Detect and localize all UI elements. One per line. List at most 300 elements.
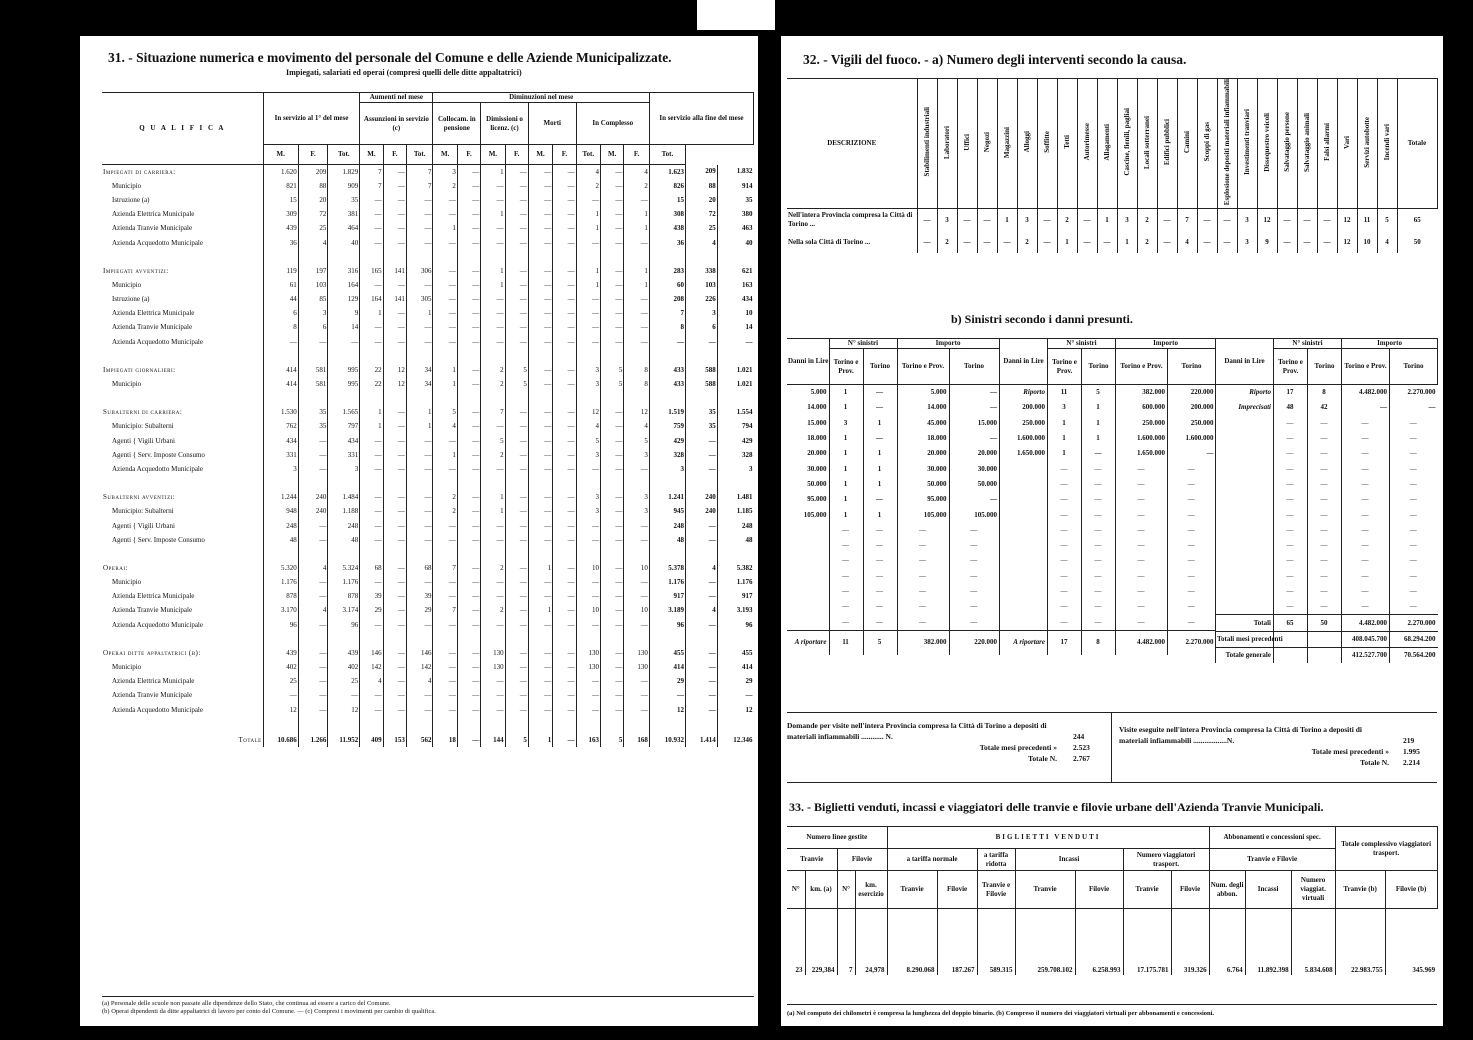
qualifica-cell: Azienda Tranvie Municipale (112, 606, 193, 615)
value-cell: 10.932 (649, 733, 685, 747)
value-cell: — (601, 604, 624, 618)
value-cell: 9 (328, 307, 360, 321)
value-cell: 250.000 (1168, 416, 1216, 431)
value-cell: 402 (328, 660, 360, 674)
value-cell: — (383, 307, 406, 321)
value-cell: 1.530 (263, 406, 298, 420)
b3-header-danni: Danni in Lire (1216, 339, 1274, 385)
value-cell: — (949, 385, 999, 401)
value-cell: 316 (328, 264, 360, 278)
value-cell: — (505, 448, 528, 462)
value-cell: — (685, 689, 717, 703)
value-cell: — (685, 675, 717, 689)
value-cell: — (383, 703, 406, 717)
table-row (102, 632, 754, 646)
value-cell: — (553, 576, 576, 590)
value-cell: 382.000 (1116, 385, 1168, 401)
riporto-cell: 4.482.000 (1116, 630, 1168, 655)
value-cell: 5.320 (263, 561, 298, 575)
value-cell: 1.244 (263, 491, 298, 505)
total-cell: 408.045.700 (1342, 631, 1390, 647)
value-cell: — (481, 179, 505, 193)
h33-tranfilo: Tranvie e Filovie (1209, 849, 1335, 871)
value-cell: — (360, 321, 383, 335)
value-cell: 39 (360, 590, 383, 604)
cause-header (957, 79, 977, 209)
value-cell: 331 (263, 448, 298, 462)
value-cell: — (457, 321, 480, 335)
value-cell: — (457, 533, 480, 547)
value-cell: 12 (1257, 209, 1277, 232)
value-cell: — (1342, 400, 1390, 415)
value-cell: 1 (829, 385, 863, 401)
header-f: F. (383, 145, 406, 165)
h33-trv3: Tranvie (1123, 871, 1171, 909)
qualifica-cell: Azienda Acquedotto Municipale (112, 337, 203, 346)
value-cell: — (505, 505, 528, 519)
value-cell: — (553, 462, 576, 476)
qualifica-cell: Impiegati giornalieri: (103, 365, 176, 374)
cause-header: Totale (1397, 79, 1437, 209)
value-cell: 4 (298, 236, 328, 250)
header-m: M. (528, 145, 552, 165)
table-row (102, 604, 754, 618)
table-row (102, 165, 754, 180)
table-32a (787, 78, 1438, 253)
total-cell: Totali (1216, 615, 1274, 631)
value-cell: 1.519 (649, 406, 685, 420)
value-cell: — (528, 703, 552, 717)
value-cell: — (528, 222, 552, 236)
header-f: F. (505, 145, 528, 165)
table-row (102, 660, 754, 674)
value-cell: — (528, 505, 552, 519)
value-cell: — (528, 363, 552, 377)
value-cell: 2 (937, 231, 957, 253)
value-cell: — (433, 321, 457, 335)
h33-tranvie: Tranvie (787, 849, 837, 871)
h33-numviag: Numero viaggiatori trasport. (1123, 849, 1209, 871)
value-cell: — (576, 675, 600, 689)
value-cell: 762 (263, 420, 298, 434)
value-cell: 2 (576, 179, 600, 193)
b1-header-tp: Torino e Prov. (829, 349, 863, 385)
value-cell: 6.258.993 (1075, 909, 1123, 976)
table-row: — — — — (1216, 431, 1438, 446)
header-m: M. (263, 145, 298, 165)
value-cell: 1 (360, 406, 383, 420)
value-cell: 1 (360, 307, 383, 321)
value-cell: 35 (328, 193, 360, 207)
value-cell: 20.000 (949, 446, 999, 461)
value-cell: 29 (717, 675, 753, 689)
table-row: — — — — (1216, 477, 1438, 492)
h33-n1: N° (787, 871, 805, 909)
description-cell: Nell'intera Provincia compresa la Città di Torino ... (788, 211, 913, 229)
total-cell: 4.482.000 (1342, 615, 1390, 631)
cause-header (1277, 79, 1297, 209)
value-cell: — (528, 646, 552, 660)
cause-header (1117, 79, 1137, 209)
h33-flv1: Filovie (937, 871, 977, 909)
table-row: — — — — (1216, 538, 1438, 553)
value-cell: — (433, 519, 457, 533)
cause-label: Magazzini (1002, 126, 1011, 158)
value-cell: 50 (1397, 231, 1437, 253)
table-row: — — — — (1216, 523, 1438, 538)
value-cell: — (553, 434, 576, 448)
value-cell: — (1297, 231, 1317, 253)
value-cell: 995 (328, 377, 360, 391)
value-cell: — (360, 491, 383, 505)
value-cell: — (553, 675, 576, 689)
value-cell: — (457, 519, 480, 533)
value-cell: 44 (263, 293, 298, 307)
value-cell: 826 (649, 179, 685, 193)
value-cell: — (298, 519, 328, 533)
qualifica-cell: Azienda Elettrica Municipale (112, 309, 195, 318)
table-row: — — — — (1000, 553, 1216, 568)
value-cell: 2 (624, 179, 650, 193)
value-cell: — (601, 278, 624, 292)
value-cell: 328 (717, 448, 753, 462)
value-cell: — (528, 689, 552, 703)
value-cell: 105.000 (803, 510, 827, 519)
value-cell: — (685, 576, 717, 590)
table-row (102, 392, 754, 406)
value-cell: — (298, 660, 328, 674)
b2-header-tp: Torino e Prov. (1048, 349, 1082, 385)
value-cell: 5 (601, 363, 624, 377)
value-cell: — (576, 335, 600, 349)
value-cell: — (457, 576, 480, 590)
value-cell: 588 (685, 377, 717, 391)
value-cell: 1 (576, 264, 600, 278)
value-cell: 119 (263, 264, 298, 278)
value-cell: 5.000 (810, 388, 827, 397)
value-cell: — (457, 179, 480, 193)
value-cell: 1 (360, 420, 383, 434)
value-cell: — (481, 420, 505, 434)
value-cell: 48 (649, 533, 685, 547)
value-cell: 1 (481, 505, 505, 519)
value-cell: 1 (624, 264, 650, 278)
value-cell: 3 (263, 462, 298, 476)
riporto-cell: 8 (1082, 630, 1116, 655)
value-cell: — (553, 363, 576, 377)
value-cell: — (553, 533, 576, 547)
value-cell: 1 (406, 307, 433, 321)
value-cell: 1.241 (649, 491, 685, 505)
value-cell: — (601, 321, 624, 335)
value-cell: — (383, 576, 406, 590)
qualifica-cell: Agenti { Serv. Imposte Consumo (112, 450, 205, 459)
value-cell: 1.623 (649, 165, 685, 180)
value-cell: — (528, 179, 552, 193)
value-cell: — (576, 321, 600, 335)
header-diminuzioni: Diminuzioni nel mese (433, 93, 649, 103)
value-cell: 3.193 (717, 604, 753, 618)
header-in-complesso: In Complesso (576, 103, 649, 145)
value-cell: 7 (406, 165, 433, 180)
header-aumenti: Aumenti nel mese (360, 93, 433, 103)
value-cell: 1 (829, 461, 863, 476)
value-cell: 3 (717, 462, 753, 476)
value-cell: — (505, 561, 528, 575)
value-cell: 103 (298, 278, 328, 292)
value-cell: 6.764 (1209, 909, 1245, 976)
value-cell: — (863, 492, 897, 507)
value-cell: 4 (685, 604, 717, 618)
value-cell: 2 (481, 363, 505, 377)
value-cell: 1 (406, 406, 433, 420)
value-cell: 153 (383, 733, 406, 747)
value-cell: — (528, 590, 552, 604)
value-cell: — (383, 434, 406, 448)
value-cell: 328 (649, 448, 685, 462)
value-cell: 22 (360, 363, 383, 377)
value-cell: — (601, 576, 624, 590)
value-cell: — (528, 434, 552, 448)
value-cell: — (601, 533, 624, 547)
qualifica-cell: Azienda Acquedotto Municipale (112, 464, 203, 473)
value-cell: — (406, 434, 433, 448)
table-row: — — — — (1216, 553, 1438, 568)
value-cell: 248 (649, 519, 685, 533)
table-row (102, 675, 754, 689)
value-cell: — (863, 400, 897, 415)
value-cell: 34 (406, 363, 433, 377)
value-cell: — (553, 420, 576, 434)
cause-header (1097, 79, 1117, 209)
value-cell: — (505, 406, 528, 420)
value-cell: — (383, 448, 406, 462)
value-cell: 25 (298, 222, 328, 236)
value-cell: 1.600.000 (1000, 431, 1048, 446)
value-cell: — (685, 590, 717, 604)
value-cell: 4 (298, 604, 328, 618)
total-cell (1308, 631, 1342, 647)
value-cell: — (383, 179, 406, 193)
value-cell: — (298, 576, 328, 590)
value-cell: 3 (624, 491, 650, 505)
value-cell: — (505, 618, 528, 632)
cause-label: Locali sotterranei (1142, 115, 1151, 169)
value-cell: 200.000 (1168, 400, 1216, 415)
value-cell: 2.270.000 (1390, 385, 1438, 401)
table-row (787, 477, 999, 492)
value-cell: 948 (263, 505, 298, 519)
value-cell: 878 (263, 590, 298, 604)
qualifica-cell: Operai: (103, 563, 128, 572)
table-row (102, 250, 754, 264)
total-cell: 65 (1274, 615, 1308, 631)
cause-label: Alloggi (1022, 131, 1031, 153)
header-tot: Tot. (328, 145, 360, 165)
value-cell: 1.176 (263, 576, 298, 590)
value-cell: — (457, 377, 480, 391)
h33-n2: N° (837, 871, 855, 909)
value-cell: — (553, 491, 576, 505)
value-cell: 240 (298, 491, 328, 505)
table-row (787, 492, 999, 507)
value-cell: — (505, 689, 528, 703)
total-cell: Totale generale (1216, 648, 1274, 664)
value-cell: — (601, 646, 624, 660)
table-row: — — — — (1000, 584, 1216, 599)
value-cell: — (528, 236, 552, 250)
b3-header-tp: Torino e Prov. (1274, 349, 1308, 385)
value-cell: — (528, 533, 552, 547)
value-cell: — (298, 618, 328, 632)
value-cell: — (457, 660, 480, 674)
value-cell: 12 (624, 406, 650, 420)
value-cell: — (406, 519, 433, 533)
value-cell: 1 (576, 222, 600, 236)
table-row (102, 179, 754, 193)
value-cell: 1.600.000 (1168, 431, 1216, 446)
value-cell: 4 (1377, 231, 1397, 253)
value-cell: 36 (649, 236, 685, 250)
value-cell: — (433, 307, 457, 321)
table-row (102, 363, 754, 377)
value-cell: — (360, 462, 383, 476)
value-cell: 439 (328, 646, 360, 660)
value-cell: — (863, 385, 897, 401)
value-cell: 4.482.000 (1342, 385, 1390, 401)
h33-biglietti: BIGLIETTI VENDUTI (887, 827, 1209, 849)
table-row: — — — — (1000, 523, 1216, 538)
table-row (102, 321, 754, 335)
value-cell: 130 (481, 660, 505, 674)
table-row (102, 561, 754, 575)
value-cell: 1.484 (328, 491, 360, 505)
value-cell: — (505, 604, 528, 618)
value-cell: — (949, 431, 999, 446)
value-cell: 30.000 (807, 464, 827, 473)
value-cell: 5.378 (649, 561, 685, 575)
value-cell: 248 (717, 519, 753, 533)
header-f: F. (457, 145, 480, 165)
value-cell: 1 (1082, 400, 1116, 415)
value-cell: 4 (576, 165, 600, 180)
value-cell: — (505, 675, 528, 689)
cause-label: Servizi autobotte (1362, 116, 1371, 168)
value-cell: — (997, 231, 1017, 253)
value-cell: 130 (624, 660, 650, 674)
value-cell: Riporto (1000, 385, 1048, 401)
cause-header (1357, 79, 1377, 209)
value-cell: 3 (433, 165, 457, 180)
value-cell: — (505, 491, 528, 505)
value-cell: — (685, 519, 717, 533)
value-cell: — (576, 293, 600, 307)
table-row (102, 519, 754, 533)
value-cell: 200.000 (1000, 400, 1048, 415)
b2-header-t2: Torino (1168, 349, 1216, 385)
value-cell: — (298, 646, 328, 660)
b3-header-t: Torino (1308, 349, 1342, 385)
value-cell: — (457, 590, 480, 604)
value-cell: — (406, 689, 433, 703)
value-cell: 25 (263, 675, 298, 689)
cause-label: Negozi (982, 131, 991, 153)
value-cell: 250.000 (1116, 416, 1168, 431)
value-cell: 1 (528, 733, 552, 747)
footnote-b: (b) Operai dipendenti da ditte appaltatrici di lavoro per conto del Comune. — (c) Compresi i movimenti per cambio di qualifica. (102, 1008, 436, 1015)
footnote-a: (a) Personale delle scuole non passate alle dipendenze dello Stato, che continua ad essere a carico del Comune. (102, 1000, 391, 1007)
header-f: F. (298, 145, 328, 165)
total-row (1216, 631, 1438, 647)
value-cell: — (601, 179, 624, 193)
value-cell: — (1217, 231, 1237, 253)
table-row (102, 307, 754, 321)
table-row (1000, 431, 1216, 446)
value-cell: — (457, 406, 480, 420)
visite-value: 219 (1403, 736, 1415, 745)
value-cell: — (528, 406, 552, 420)
left-page (80, 36, 758, 1026)
value-cell: 72 (298, 208, 328, 222)
value-cell: — (553, 307, 576, 321)
value-cell: 1 (624, 222, 650, 236)
value-cell: — (601, 660, 624, 674)
value-cell: — (457, 604, 480, 618)
value-cell: 35 (685, 406, 717, 420)
cause-label: Allagamenti (1102, 123, 1111, 161)
qualifica-cell: Istruzione (a) (112, 295, 150, 304)
value-cell: — (457, 165, 480, 180)
value-cell: 12 (649, 703, 685, 717)
value-cell: 12 (383, 363, 406, 377)
value-cell: — (505, 420, 528, 434)
value-cell: 85 (298, 293, 328, 307)
value-cell: — (360, 618, 383, 632)
h33-kmes: km. esercizio (855, 871, 887, 909)
value-cell: — (553, 406, 576, 420)
value-cell: — (685, 335, 717, 349)
table-row (102, 208, 754, 222)
qualifica-cell: Municipio: Subalterni (112, 507, 174, 516)
table-row: — — — — (1000, 569, 1216, 584)
value-cell: 36 (263, 236, 298, 250)
value-cell: 402 (263, 660, 298, 674)
value-cell: — (553, 377, 576, 391)
qualifica-cell: Impiegati avventizi: (103, 266, 169, 275)
value-cell: 2 (481, 604, 505, 618)
value-cell: 1 (829, 507, 863, 522)
table-row (102, 377, 754, 391)
value-cell: — (298, 590, 328, 604)
value-cell: 130 (624, 646, 650, 660)
value-cell: — (433, 590, 457, 604)
value-cell: 209 (685, 165, 717, 180)
value-cell: 3.170 (263, 604, 298, 618)
value-cell: 8 (624, 377, 650, 391)
value-cell: 18.000 (807, 434, 827, 443)
value-cell: 48 (717, 533, 753, 547)
value-cell: — (685, 533, 717, 547)
value-cell: — (1277, 231, 1297, 253)
total-row (1216, 648, 1438, 664)
table-row (787, 431, 999, 446)
table-32b-title: b) Sinistri secondo i danni presunti. (951, 312, 1133, 326)
value-cell: — (576, 236, 600, 250)
value-cell: 2 (481, 448, 505, 462)
value-cell: 163 (576, 733, 600, 747)
header-morti: Morti (528, 103, 576, 145)
value-cell: — (360, 576, 383, 590)
